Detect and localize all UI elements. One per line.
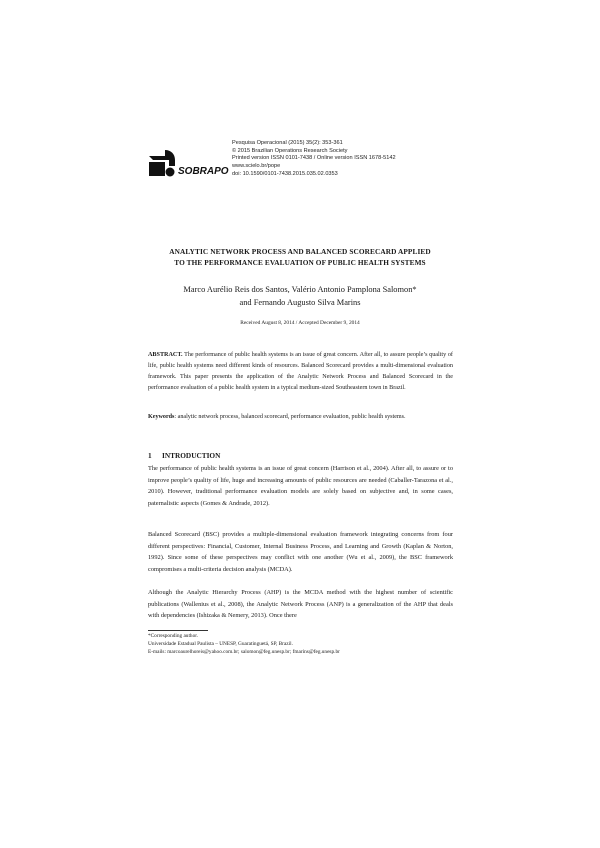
intro-paragraph-3: Although the Analytic Hierarchy Process (AHP) is the MCDA method with the highest number of scientific publications (Wallenius et al., 2008), the Analytic Network Process (ANP) is a generalization of the AHP that deals with dependencies (Ishizaka & Nemery, 2013). Once there — [148, 589, 453, 620]
abstract — [148, 350, 453, 394]
footnote-affiliation: Universidade Estadual Paulista – UNESP, Guaratinguetá, SP, Brazil. — [148, 640, 293, 647]
issn-line: Printed version ISSN 0101-7438 / Online version ISSN 1678-5142 — [232, 155, 396, 162]
footnote-divider — [148, 630, 208, 631]
sobrapo-logo — [147, 146, 229, 180]
author-line-1: Marco Aurélio Reis dos Santos, Valério Antonio Pamplona Salomon* — [183, 285, 417, 294]
author-list — [140, 284, 460, 309]
received-dates: Received August 8, 2014 / Accepted December 9, 2014 — [240, 320, 360, 326]
section-heading-introduction — [148, 451, 220, 460]
footnote-corresponding: *Corresponding author. — [148, 633, 199, 639]
intro-paragraph-2: Balanced Scorecard (BSC) provides a multiple-dimensional evaluation framework integrating concerns from four different perspectives: Financial, Customer, Internal Business Process, and Learning and Growth (Kaplan & Norton, 1992). Since some of these perspectives may conflict with one another (Wu et al., 2009), the BSC framework compromises a multi-criteria decision analysis (MCDA). — [148, 531, 453, 573]
logo-wordmark: SOBRAPO — [178, 166, 229, 177]
footnote-emails: E-mails: marcoaurelhoreis@yahoo.com.br; salomon@feg.unesp.br; fmarins@feg.unesp.br — [148, 648, 340, 655]
keywords-text: : analytic network process, balanced scorecard, performance evaluation, public health systems. — [174, 414, 406, 420]
abstract-label: ABSTRACT. — [148, 352, 183, 358]
journal-website-link[interactable]: www.scielo.br/pope — [232, 163, 281, 170]
intro-paragraph-1: The performance of public health systems is an issue of great concern (Harrison et al., 2004). After all, to assure or to improve people’s quality of life, huge and increasing amounts of public resources are needed (Caballer-Tarazona et al., 2010). However, traditional performance evaluation models are solely based on subjective and, in some cases, paternalistic aspects (Gomes & Andrade, 2012). — [148, 465, 453, 507]
sobrapo-logo-graphic — [147, 146, 229, 180]
journal-citation: Pesquisa Operacional (2015) 35(2): 353-361 — [232, 140, 343, 146]
section-number: 1 — [148, 451, 152, 460]
paper-title-line-1: ANALYTIC NETWORK PROCESS AND BALANCED SCORECARD APPLIED — [169, 247, 431, 256]
section-title: INTRODUCTION — [162, 451, 221, 460]
paper-title-line-2: TO THE PERFORMANCE EVALUATION OF PUBLIC HEALTH SYSTEMS — [174, 258, 426, 267]
copyright-line: © 2015 Brazilian Operations Research Society — [232, 147, 348, 154]
journal-metadata — [232, 140, 396, 179]
keywords-label: Keywords — [148, 414, 175, 420]
footnote — [148, 633, 340, 657]
doi-link[interactable]: doi: 10.1590/0101-7438.2015.035.02.0353 — [232, 170, 338, 177]
abstract-text: The performance of public health systems is an issue of great concern. After all, to assure people’s quality of life, public health systems need different kinds of resources. Balanced Scorecard provides a multi-dimensional evaluation framework. This paper presents the application of the Analytic Network Process and Balanced Scorecard in the performance evaluation of a public health system in a typical medium-sized Southeastern town in Brazil. — [148, 352, 453, 391]
author-line-2: and Fernando Augusto Silva Marins — [239, 297, 361, 307]
paper-title — [140, 246, 460, 268]
keywords — [148, 412, 453, 422]
